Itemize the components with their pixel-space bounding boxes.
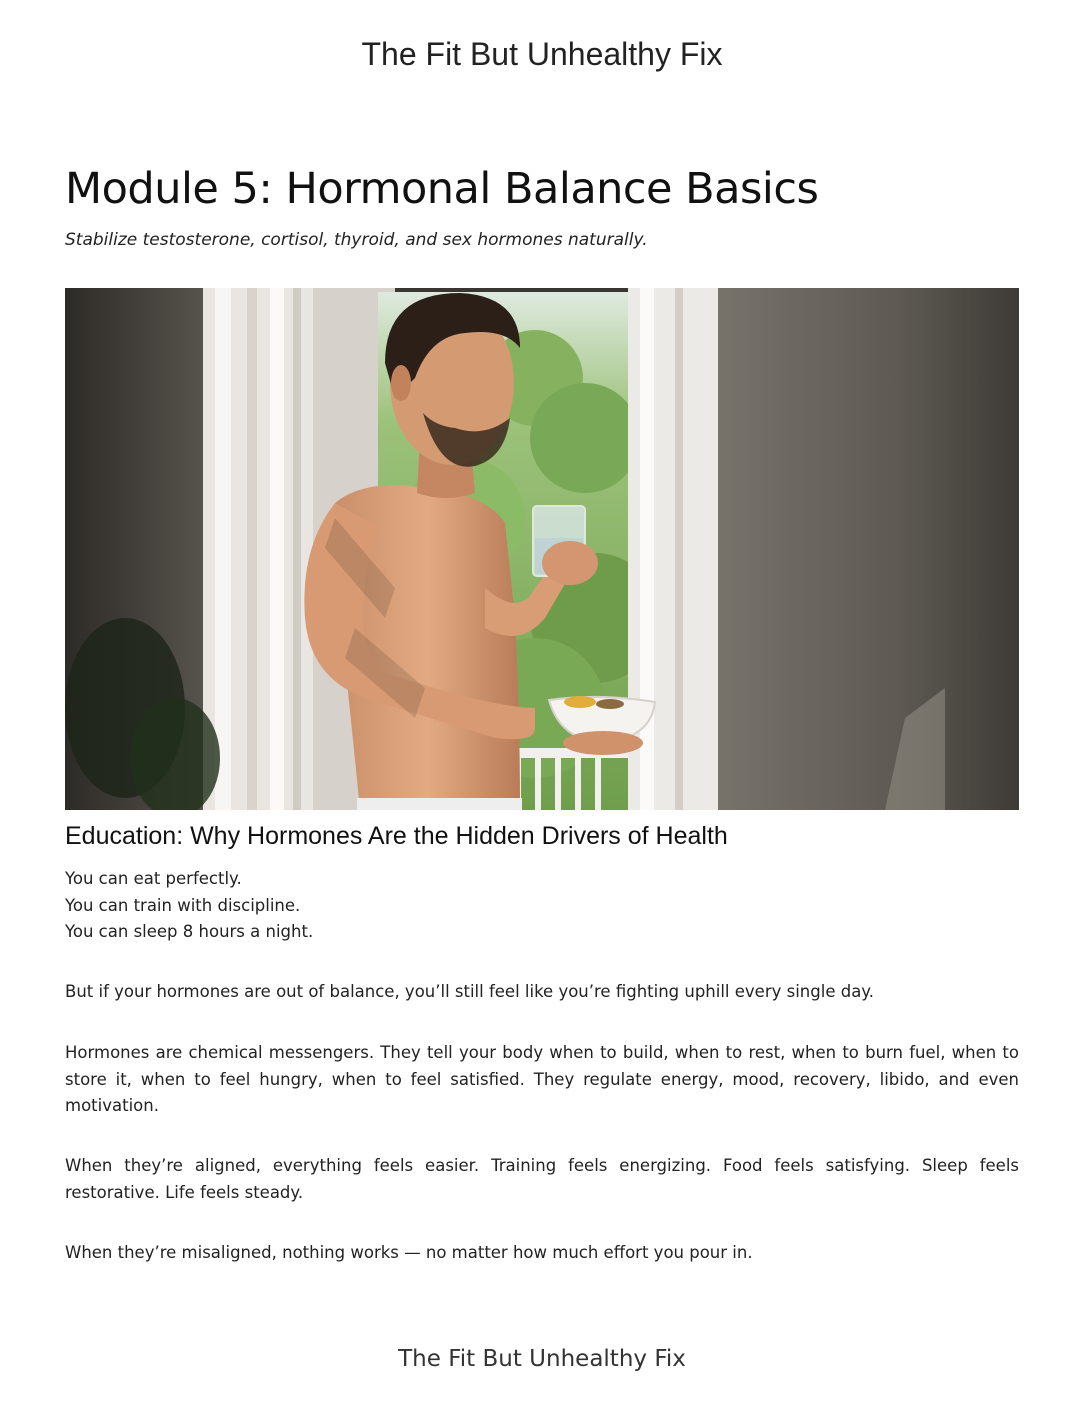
paragraph: But if your hormones are out of balance, you’ll still feel like you’re fighting uphill every single day.: [65, 982, 874, 1001]
intro-lines: [65, 866, 1019, 946]
section-heading: Education: Why Hormones Are the Hidden Drivers of Health: [65, 822, 728, 850]
module-subtitle: Stabilize testosterone, cortisol, thyroid, and sex hormones naturally.: [65, 230, 648, 250]
paragraph: Hormones are chemical messengers. They tell your body when to build, when to rest, when to burn fuel, when to store it, when to feel hungry, when to feel satisfied. They regulate energy, mood, recovery, libido, and even motivation.: [65, 1043, 1019, 1115]
site-footer-title[interactable]: The Fit But Unhealthy Fix: [398, 1346, 686, 1372]
paragraph: When they’re aligned, everything feels easier. Training feels energizing. Food feels satisfying. Sleep feels restorative. Life feels steady.: [65, 1156, 1019, 1202]
hero-illustration: [65, 288, 1019, 810]
intro-line: You can train with discipline.: [65, 895, 301, 915]
intro-line: You can sleep 8 hours a night.: [65, 922, 314, 941]
hero-image: [65, 288, 1019, 810]
paragraph: When they’re misaligned, nothing works — no matter how much effort you pour in.: [65, 1243, 753, 1262]
module-title: Module 5: Hormonal Balance Basics: [65, 164, 819, 214]
site-header-title[interactable]: The Fit But Unhealthy Fix: [361, 36, 723, 72]
intro-line: You can eat perfectly.: [65, 869, 242, 888]
